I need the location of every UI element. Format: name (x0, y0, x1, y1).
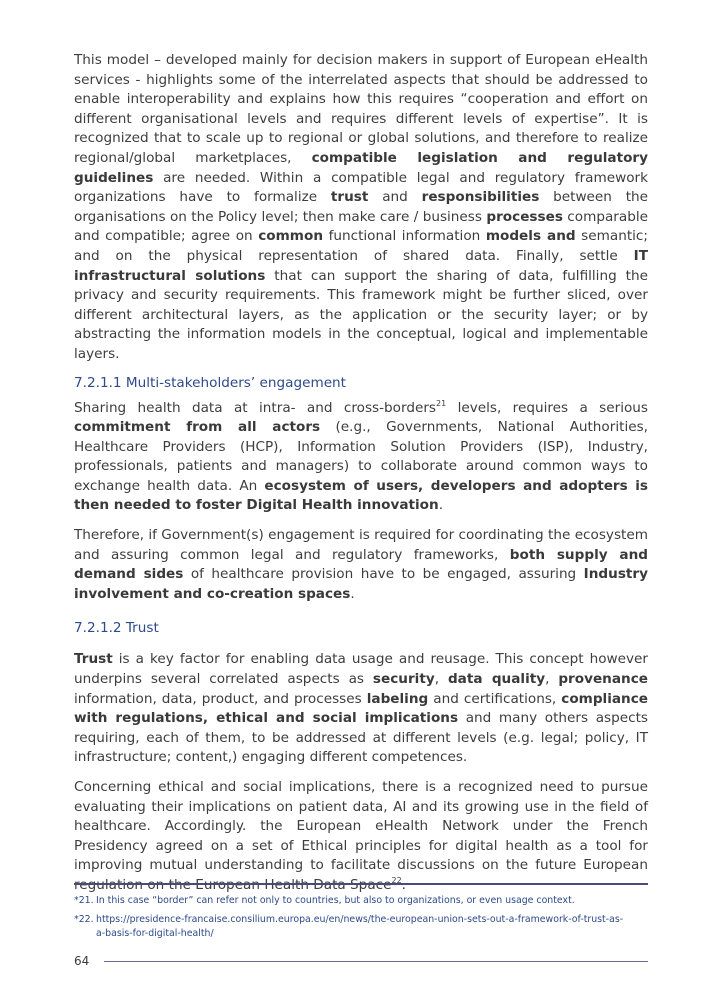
footnote-22-link-cont[interactable]: a-basis-for-digital-health/ (96, 927, 214, 939)
footnote-22: *22. https://presidence-francaise.consilium.europa.eu/en/news/the-european-union-sets-out-a-framework-of-trust-as- a-basis-for-digital-health/ (74, 913, 648, 940)
section-heading-engagement: 7.2.1.1 Multi-stakeholders’ engagement (74, 374, 347, 391)
footnote-divider (74, 883, 648, 885)
paragraph-government: Therefore, if Government(s) engagement is required for coordinating the ecosystem and assuring common legal and regulatory frameworks, both supply and demand sides of healthcare provision have to be engaged, assuring Industry involvement and co-creation spaces. (74, 527, 648, 602)
paragraph-model: This model – developed mainly for decision makers in support of European eHealth services - highlights some of the interrelated aspects that should be addressed to enable interoperability and explains how this requires “cooperation and effort on different organisational levels and requires different levels of expertise”. It is recognized that to scale up to regional or global solutions, and therefore to realize regional/global marketplaces, compatible legislation and regulatory guidelines are needed. Within a compatible legal and regulatory framework organizations have to formalize trust and responsibilities between the organisations on the Policy level; then make care / business processes comparable and compatible; agree on common functional information models and semantic; and on the physical representation of shared data. Finally, settle IT infrastructural solutions that can support the sharing of data, fulfilling the privacy and security requirements. This framework might be further sliced, over different architectural layers, as the application or the security layer; or by abstracting the information models in the conceptual, logical and implementable layers. (74, 52, 649, 362)
page-body (74, 51, 648, 896)
section-heading-trust: 7.2.1.2 Trust (74, 620, 159, 637)
footnote-22-link[interactable]: https://presidence-francaise.consilium.europa.eu/en/news/the-european-union-sets-out-a-framework-of-trust-as- (96, 914, 624, 925)
footnote-ref-21[interactable]: 21 (436, 398, 447, 408)
paragraph-ethical: Concerning ethical and social implications, there is a recognized need to pursue evaluating their implications on patient data, AI and its growing use in the field of healthcare. Accordingly. the European eHealth Network under the French Presidency agreed on a set of Ethical principles for digital health as a tool for improving mutual understanding to facilitate discussions on the future European regulation on the European Health Data Space$^{22}$. (74, 779, 648, 893)
footer-divider (104, 961, 648, 962)
paragraph-sharing: Sharing health data at intra- and cross-borders$^{21}$ levels, requires a serious commitment from all actors (e.g., Governments, National Authorities, Healthcare Providers (HCP), Information Solution Providers (ISP), Industry, professionals, patients and managers) to collaborate around common ways to exchange health data. An ecosystem of users, developers and adopters is then needed to foster Digital Health innovation. (74, 398, 648, 514)
paragraph-trust: Trust is a key factor for enabling data usage and reusage. This concept however underpins several correlated aspects as security, data quality, provenance information, data, product, and processes labeling and certifications, compliance with regulations, ethical and social implications and many others aspects requiring, each of them, to be addressed at different levels (e.g. legal; policy, IT infrastructure; content,) engaging different competences. (74, 651, 649, 766)
footnote-21: *21. In this case “border” can refer not only to countries, but also to organizations, or even usage context. (74, 895, 575, 906)
footnote-ref-22[interactable]: 22 (391, 875, 402, 885)
page-number: 64 (74, 954, 90, 968)
